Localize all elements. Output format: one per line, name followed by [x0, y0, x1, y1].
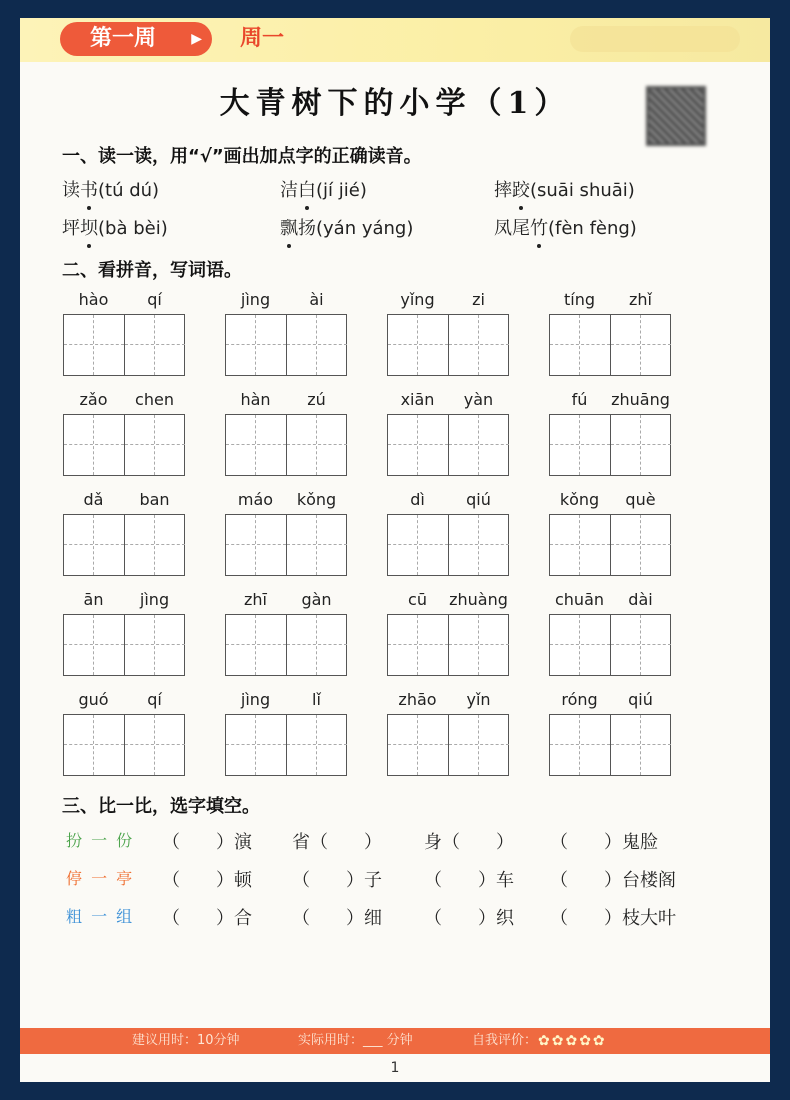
- tianzige-cell[interactable]: [388, 615, 448, 675]
- pinyin-options[interactable]: (bà bèi): [98, 218, 168, 239]
- writing-grid[interactable]: [63, 714, 185, 776]
- fill-blank-item[interactable]: （ ）顿: [162, 870, 252, 891]
- tianzige-cell[interactable]: [448, 515, 509, 575]
- tianzige-cell[interactable]: [226, 315, 286, 375]
- tianzige-cell[interactable]: [286, 415, 347, 475]
- pinyin-syllable: yàn: [463, 390, 494, 409]
- word-prefix: 洁: [280, 180, 298, 201]
- tianzige-cell[interactable]: [124, 715, 185, 775]
- pinyin-syllable: kǒng: [296, 490, 337, 509]
- tianzige-cell[interactable]: [610, 615, 671, 675]
- writing-grid[interactable]: [387, 514, 509, 576]
- dotted-character: 书: [80, 180, 98, 201]
- tianzige-cell[interactable]: [448, 415, 509, 475]
- fill-blank-item[interactable]: 省（ ）: [292, 832, 382, 853]
- reading-item: [280, 176, 367, 202]
- tianzige-cell[interactable]: [124, 515, 185, 575]
- pinyin-syllable: zhī: [244, 590, 267, 609]
- word-prefix: 摔: [494, 180, 512, 201]
- character-pair-label: 粗 一 组: [66, 907, 135, 926]
- tianzige-cell[interactable]: [286, 715, 347, 775]
- pinyin-syllable: zhuàng: [449, 590, 508, 609]
- pinyin-syllable: ān: [83, 590, 104, 609]
- pinyin-syllable: ban: [139, 490, 170, 509]
- writing-grid[interactable]: [225, 614, 347, 676]
- pinyin-options[interactable]: (suāi shuāi): [530, 180, 635, 201]
- tianzige-cell[interactable]: [448, 715, 509, 775]
- tianzige-cell[interactable]: [388, 415, 448, 475]
- pinyin-syllable: zú: [307, 390, 326, 409]
- tianzige-cell[interactable]: [64, 515, 124, 575]
- tianzige-cell[interactable]: [64, 415, 124, 475]
- pinyin-syllable: zhāo: [398, 690, 437, 709]
- writing-grid[interactable]: [387, 414, 509, 476]
- tianzige-cell[interactable]: [64, 315, 124, 375]
- tianzige-cell[interactable]: [226, 415, 286, 475]
- reading-item: [62, 176, 159, 202]
- dotted-character: 坝: [80, 218, 98, 239]
- tianzige-cell[interactable]: [388, 315, 448, 375]
- pinyin-syllable: xiān: [400, 390, 435, 409]
- tianzige-cell[interactable]: [226, 715, 286, 775]
- pinyin-syllable: hàn: [240, 390, 271, 409]
- word-prefix: 读: [62, 180, 80, 201]
- tianzige-cell[interactable]: [448, 315, 509, 375]
- writing-grid[interactable]: [549, 714, 671, 776]
- pinyin-syllable: fú: [571, 390, 588, 409]
- writing-grid[interactable]: [549, 314, 671, 376]
- tianzige-cell[interactable]: [286, 315, 347, 375]
- compare-row: [62, 904, 712, 930]
- fill-blank-item[interactable]: （ ）演: [162, 832, 252, 853]
- pinyin-syllable: cū: [408, 590, 427, 609]
- tianzige-cell[interactable]: [448, 615, 509, 675]
- pinyin-syllable: qiú: [628, 690, 653, 709]
- fill-blank-item[interactable]: 身（ ）: [424, 832, 514, 853]
- tianzige-cell[interactable]: [550, 315, 610, 375]
- compare-row: [62, 866, 712, 892]
- dotted-character: 白: [298, 180, 316, 201]
- fill-blank-item[interactable]: （ ）合: [162, 908, 252, 929]
- fill-blank-item[interactable]: （ ）枝大叶: [550, 908, 676, 929]
- tianzige-cell[interactable]: [64, 615, 124, 675]
- self-evaluation-label: 自我评价：: [472, 1033, 538, 1048]
- pinyin-syllable: tíng: [563, 290, 595, 309]
- tianzige-cell[interactable]: [550, 615, 610, 675]
- tianzige-cell[interactable]: [124, 415, 185, 475]
- pinyin-options[interactable]: (jí jié): [316, 180, 367, 201]
- reading-item: [62, 214, 168, 240]
- header-band: [20, 18, 770, 62]
- dotted-character: 跤: [512, 180, 530, 201]
- fill-blank-item[interactable]: （ ）细: [292, 908, 382, 929]
- pinyin-syllable: jìng: [240, 290, 271, 309]
- pinyin-syllable: jìng: [139, 590, 170, 609]
- tianzige-cell[interactable]: [550, 515, 610, 575]
- pinyin-syllable: chuān: [554, 590, 605, 609]
- tianzige-cell[interactable]: [388, 715, 448, 775]
- writing-grid[interactable]: [387, 614, 509, 676]
- tianzige-cell[interactable]: [550, 715, 610, 775]
- pinyin-syllable: chen: [135, 390, 174, 409]
- fill-blank-item[interactable]: （ ）车: [424, 870, 514, 891]
- pinyin-syllable: zi: [472, 290, 485, 309]
- tianzige-cell[interactable]: [610, 315, 671, 375]
- pinyin-syllable: zǎo: [79, 390, 108, 409]
- pinyin-options[interactable]: (tú dú): [98, 180, 160, 201]
- flower-stars-icon: ✿✿✿✿✿: [538, 1033, 607, 1049]
- week-label: 第一周: [90, 26, 157, 51]
- pinyin-syllable: kǒng: [559, 490, 600, 509]
- tianzige-cell[interactable]: [610, 415, 671, 475]
- pinyin-syllable: róng: [561, 690, 598, 709]
- header-decoration: [570, 26, 740, 52]
- tianzige-cell[interactable]: [286, 615, 347, 675]
- compare-row: [62, 828, 712, 854]
- section-1-title: 一、读一读，用“√”画出加点字的正确读音。: [62, 146, 422, 167]
- word-prefix: 坪: [62, 218, 80, 239]
- word-prefix: 凤尾: [494, 218, 530, 239]
- pinyin-syllable: gàn: [301, 590, 332, 609]
- day-label: 周一: [240, 26, 285, 51]
- fill-blank-item[interactable]: （ ）鬼脸: [550, 832, 658, 853]
- pinyin-syllable: lǐ: [312, 690, 321, 709]
- writing-grid[interactable]: [225, 314, 347, 376]
- writing-grid[interactable]: [225, 514, 347, 576]
- pinyin-syllable: jìng: [240, 690, 271, 709]
- pinyin-syllable: yǐng: [400, 290, 435, 309]
- character-pair-label: 扮 一 份: [66, 831, 135, 850]
- pinyin-syllable: hào: [78, 290, 109, 309]
- writing-grid[interactable]: [387, 714, 509, 776]
- pinyin-syllable: dì: [410, 490, 425, 509]
- writing-grid[interactable]: [549, 414, 671, 476]
- character-pair-label: 停 一 亭: [66, 869, 135, 888]
- tianzige-cell[interactable]: [388, 515, 448, 575]
- pinyin-syllable: dài: [628, 590, 653, 609]
- writing-grid[interactable]: [225, 414, 347, 476]
- tianzige-cell[interactable]: [610, 515, 671, 575]
- tianzige-cell[interactable]: [226, 515, 286, 575]
- pinyin-syllable: ài: [309, 290, 324, 309]
- tianzige-cell[interactable]: [286, 515, 347, 575]
- writing-grid[interactable]: [549, 514, 671, 576]
- pinyin-syllable: què: [625, 490, 656, 509]
- dotted-character: 飘: [280, 218, 298, 239]
- pinyin-syllable: zhǐ: [629, 290, 652, 309]
- week-badge: [60, 22, 212, 56]
- writing-grid[interactable]: [549, 614, 671, 676]
- pinyin-syllable: qí: [147, 690, 162, 709]
- writing-grid[interactable]: [225, 714, 347, 776]
- writing-grid[interactable]: [387, 314, 509, 376]
- pinyin-syllable: máo: [237, 490, 274, 509]
- section-3-title: 三、比一比，选字填空。: [62, 796, 260, 817]
- workbook-page: [20, 18, 770, 1082]
- pinyin-syllable: dǎ: [83, 490, 104, 509]
- pinyin-options[interactable]: (yán yáng): [316, 218, 414, 239]
- tianzige-cell[interactable]: [610, 715, 671, 775]
- tianzige-cell[interactable]: [64, 715, 124, 775]
- pinyin-syllable: qí: [147, 290, 162, 309]
- reading-item: [494, 176, 635, 202]
- fill-blank-item[interactable]: （ ）子: [292, 870, 382, 891]
- writing-grid[interactable]: [63, 514, 185, 576]
- reading-item: [280, 214, 413, 240]
- pinyin-syllable: yǐn: [466, 690, 491, 709]
- lesson-title: 大青树下的小学（1）: [219, 86, 571, 121]
- tianzige-cell[interactable]: [124, 615, 185, 675]
- pinyin-syllable: qiú: [466, 490, 491, 509]
- section-2-title: 二、看拼音，写词语。: [62, 260, 242, 281]
- footer-bar: [20, 1028, 770, 1054]
- word-suffix: 扬: [298, 218, 316, 239]
- dotted-character: 竹: [530, 218, 548, 239]
- writing-grid[interactable]: [63, 614, 185, 676]
- play-arrow-icon: ▶: [191, 31, 202, 47]
- writing-grid[interactable]: [63, 314, 185, 376]
- fill-blank-item[interactable]: （ ）织: [424, 908, 514, 929]
- tianzige-cell[interactable]: [550, 415, 610, 475]
- fill-blank-item[interactable]: （ ）台楼阁: [550, 870, 676, 891]
- page-number: 1: [390, 1060, 400, 1076]
- reading-item: [494, 214, 637, 240]
- suggested-time: 建议用时：10分钟: [132, 1033, 240, 1048]
- tianzige-cell[interactable]: [226, 615, 286, 675]
- pinyin-options[interactable]: (fèn fèng): [548, 218, 637, 239]
- actual-time: 实际用时：___ 分钟: [298, 1033, 413, 1048]
- tianzige-cell[interactable]: [124, 315, 185, 375]
- writing-grid[interactable]: [63, 414, 185, 476]
- pinyin-syllable: guó: [78, 690, 109, 709]
- qr-code-icon: [646, 86, 706, 146]
- pinyin-syllable: zhuāng: [611, 390, 670, 409]
